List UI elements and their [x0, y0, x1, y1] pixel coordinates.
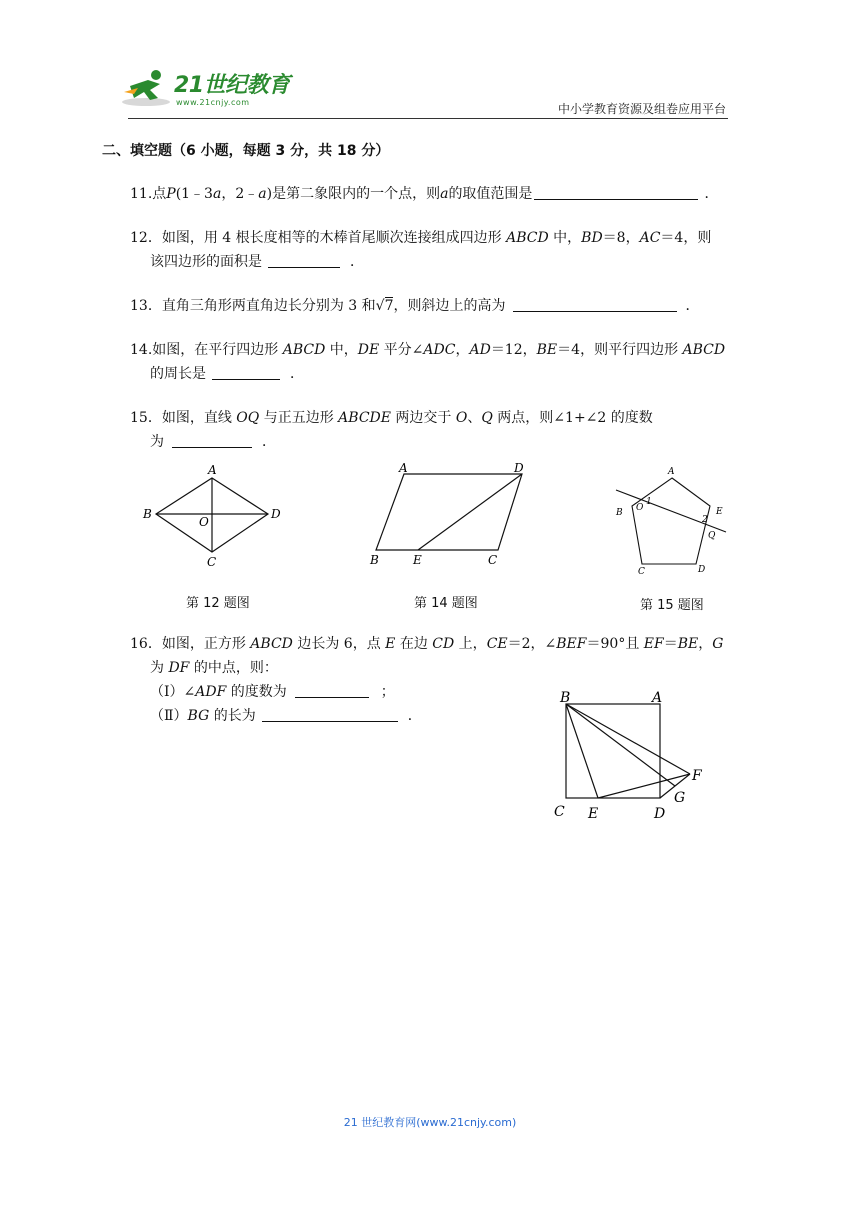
- label-a: A: [399, 461, 408, 475]
- section-title: 二、填空题（6 小题，每题 3 分，共 18 分）: [102, 143, 390, 159]
- label-b: B: [370, 553, 379, 567]
- caption-14: 第 14 题图: [414, 596, 478, 611]
- question-11: 11.点P(1﹣3a，2﹣a)是第二象限内的一个点，则a的取值范围是 ．: [130, 186, 719, 202]
- segment-bf: [566, 704, 690, 774]
- label-c: C: [207, 555, 217, 569]
- label-g: G: [674, 790, 686, 806]
- label-e: E: [413, 553, 422, 567]
- label-b: B: [616, 508, 623, 518]
- label-d: D: [271, 507, 281, 521]
- label-e: E: [588, 806, 599, 822]
- sqrt-symbol: √: [375, 298, 385, 314]
- label-e: E: [716, 507, 723, 517]
- logo-url: www.21cnjy.com: [176, 98, 250, 107]
- answer-blank-14[interactable]: [212, 365, 280, 380]
- answer-blank-16-1[interactable]: [295, 683, 369, 698]
- figure-14: [364, 458, 534, 570]
- question-13: 13．直角三角形两直角边长分别为 3 和√7，则斜边上的高为 ．: [130, 298, 700, 314]
- label-d: D: [654, 806, 666, 822]
- label-f: F: [692, 768, 702, 784]
- question-14: 14.如图，在平行四边形 ABCD 中，DE 平分∠ADC，AD＝12，BE＝4，则平行四边形 ABCD 的周长是 ．: [130, 342, 726, 382]
- logo: [120, 64, 310, 120]
- label-o: O: [636, 503, 644, 513]
- parallelogram: [376, 474, 522, 550]
- square-abcd: [566, 704, 660, 798]
- angle-2-label: 2: [702, 515, 708, 525]
- label-b: B: [143, 507, 152, 521]
- label-a: A: [652, 690, 663, 706]
- answer-blank-11[interactable]: [534, 185, 698, 200]
- label-c: C: [638, 567, 645, 576]
- caption-12: 第 12 题图: [186, 596, 250, 611]
- angle-1-label: 1: [646, 497, 652, 507]
- label-c: C: [554, 804, 565, 820]
- label-c: C: [488, 553, 498, 567]
- segment-be: [566, 704, 598, 798]
- runner-logo-icon: [120, 68, 176, 108]
- label-a: A: [208, 463, 217, 477]
- label-d: D: [698, 565, 706, 575]
- header-divider: [128, 118, 728, 119]
- footer-text[interactable]: 21 世纪教育网(www.21cnjy.com): [343, 1116, 517, 1129]
- answer-blank-13[interactable]: [513, 297, 677, 312]
- logo-text: 21世纪教育: [174, 73, 290, 98]
- figure-16: [548, 686, 708, 822]
- figure-15: [610, 460, 734, 576]
- label-q: Q: [708, 531, 716, 541]
- answer-blank-15[interactable]: [172, 433, 252, 448]
- platform-name: 中小学教育资源及组卷应用平台: [557, 102, 726, 116]
- answer-blank-16-2[interactable]: [262, 707, 398, 722]
- answer-blank-12[interactable]: [268, 253, 340, 268]
- segment-bg: [566, 704, 675, 786]
- label-b: B: [560, 690, 571, 706]
- label-a: A: [668, 467, 675, 477]
- caption-15: 第 15 题图: [640, 598, 704, 613]
- question-12: 12．如图，用 4 根长度相等的木棒首尾顺次连接组成四边形 ABCD 中，BD＝8，AC＝4，则 该四边形的面积是 ．: [130, 230, 712, 270]
- question-16: 16．如图，正方形 ABCD 边长为 6，点 E 在边 CD 上，CE＝2，∠BEF＝90°且 EF＝BE，G 为 DF 的中点，则： （Ⅰ）∠ADF 的度数为 ； （Ⅱ）BG 的长为 ．: [130, 636, 724, 724]
- segment-de: [418, 474, 522, 550]
- question-15: 15．如图，直线 OQ 与正五边形 ABCDE 两边交于 O、Q 两点，则∠1+∠2 的度数 为 ．: [130, 410, 653, 450]
- label-o: O: [199, 515, 209, 529]
- label-d: D: [514, 461, 524, 475]
- figure-12: [140, 460, 290, 572]
